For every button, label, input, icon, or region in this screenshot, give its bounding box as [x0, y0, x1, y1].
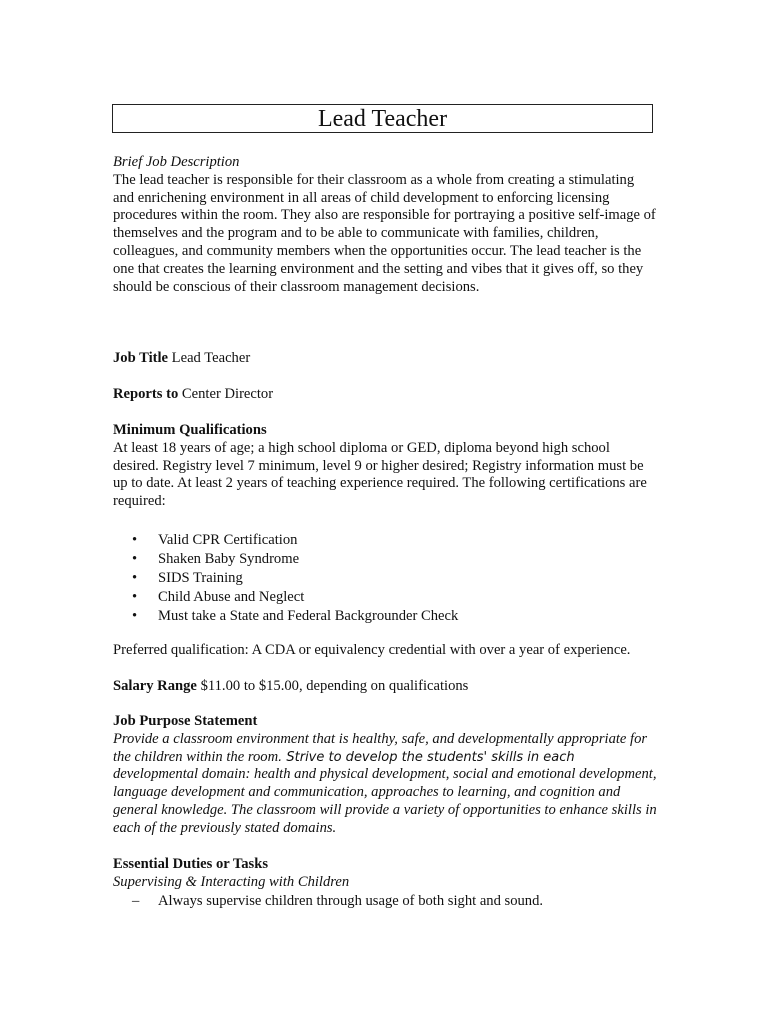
bullet-icon: •	[132, 551, 138, 567]
preferred-qualification: Preferred qualification: A CDA or equivalency credential with over a year of experience.	[113, 642, 631, 658]
minimum-qualifications-heading: Minimum Qualifications	[113, 422, 267, 438]
bullet-icon: •	[132, 608, 138, 624]
list-item	[113, 893, 658, 911]
page-title: Lead Teacher	[112, 104, 653, 133]
certifications-list	[113, 531, 658, 626]
brief-description-text: The lead teacher is responsible for their classroom as a whole from creating a stimulating and enrichening environment in all areas of child development to enforcing licensing procedures within the room. They also are responsible for portraying a positive self-image of themselves and the program and to be able to communicate with families, children, colleagues, and community members when the opportunities occur. The lead teacher is the one that creates the learning environment and the setting and vibes that it gives off, so they should be conscious of their classroom management decisions.	[113, 171, 656, 295]
reports-to-value: Center Director	[181, 386, 274, 402]
reports-to-label: Reports to	[113, 386, 179, 402]
brief-description-heading: Brief Job Description	[113, 154, 240, 170]
job-purpose-heading: Job Purpose Statement	[113, 713, 258, 729]
job-purpose-section	[113, 713, 658, 838]
essential-duties-section	[113, 856, 658, 910]
bullet-icon: •	[132, 589, 138, 605]
job-title-value: Lead Teacher	[171, 350, 251, 366]
job-purpose-text: Provide a classroom environment that is healthy, safe, and developmentally appropriate for the children within the room. Strive to develop the students' skills in each developmental domain: health and physical development, social and emotional development, language development and communication, approaches to learning, and cognition and general knowledge. The classroom will provide a variety of opportunities to enhance skills in each of the previously stated domains.	[113, 730, 657, 836]
essential-duties-subheading: Supervising & Interacting with Children	[113, 873, 350, 890]
dash-icon: –	[132, 892, 140, 909]
list-item: • Child Abuse and Neglect	[132, 589, 305, 605]
reports-to-line	[113, 386, 658, 404]
salary-range-value: $11.00 to $15.00, depending on qualifications	[200, 678, 469, 694]
salary-range-line	[113, 678, 658, 696]
list-item: • Valid CPR Certification	[132, 532, 298, 548]
list-item: • Shaken Baby Syndrome	[132, 551, 300, 567]
job-title-label: Job Title	[113, 350, 169, 366]
list-item: • Must take a State and Federal Backgrounder Check	[132, 608, 459, 624]
brief-description-section	[113, 154, 658, 296]
duty-text: Always supervise children through usage of both sight and sound.	[158, 892, 544, 909]
salary-range-label: Salary Range	[113, 678, 197, 694]
essential-duties-heading: Essential Duties or Tasks	[113, 856, 269, 872]
bullet-icon: •	[132, 532, 138, 548]
list-item: • SIDS Training	[132, 570, 243, 586]
minimum-qualifications-text: At least 18 years of age; a high school diploma or GED, diploma beyond high school desired. Registry level 7 minimum, level 9 or higher desired; Registry information must be up to date. At least 2 years of teaching experience required. The following certifications are required:	[113, 439, 647, 510]
bullet-icon: •	[132, 570, 138, 586]
minimum-qualifications-section	[113, 422, 658, 511]
job-title-line	[113, 350, 658, 368]
